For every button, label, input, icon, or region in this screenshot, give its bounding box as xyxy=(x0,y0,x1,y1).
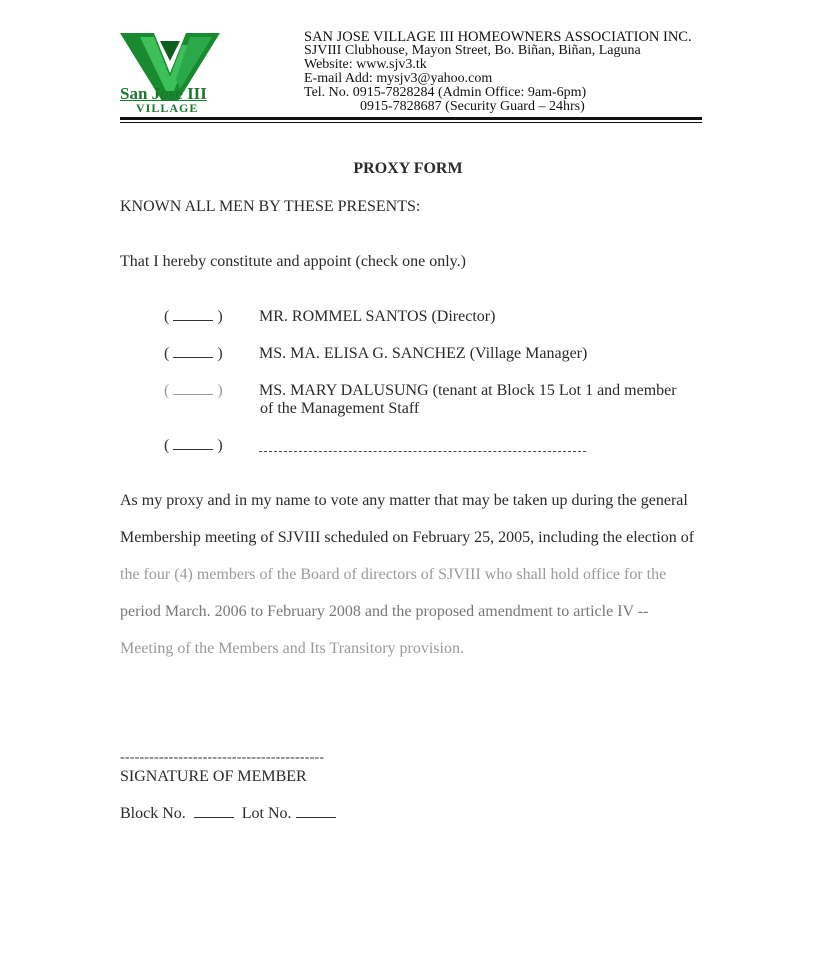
block-label: Block No. xyxy=(120,805,186,822)
organization-email: E-mail Add: mysjv3@yahoo.com xyxy=(304,71,493,86)
proxy-option-3-label: MS. MARY DALUSUNG (tenant at Block 15 Lot 1 and member xyxy=(259,382,677,399)
block-number-field[interactable] xyxy=(194,805,234,818)
proxy-paragraph-line: Meeting of the Members and Its Transitory provision. xyxy=(120,640,464,657)
proxy-option-2-checkbox[interactable]: ( ) xyxy=(164,345,223,362)
form-title: PROXY FORM xyxy=(353,160,463,177)
signature-line[interactable]: ------------------------------------------ xyxy=(120,750,325,765)
proxy-option-3-label-cont: of the Management Staff xyxy=(260,400,420,417)
logo-text-line2: VILLAGE xyxy=(136,101,199,115)
lot-number-field[interactable] xyxy=(296,805,336,818)
proxy-paragraph-line: the four (4) members of the Board of directors of SJVIII who shall hold office for the xyxy=(120,566,667,583)
logo-text-line1: San Jose III xyxy=(120,84,207,103)
organization-telephone: Tel. No. 0915-7828284 (Admin Office: 9am-6pm) xyxy=(304,85,587,100)
proxy-paragraph-line: As my proxy and in my name to vote any matter that may be taken up during the general xyxy=(120,492,688,509)
lot-label: Lot No. xyxy=(241,805,292,822)
header-divider-thin xyxy=(120,122,702,123)
proxy-option-1-checkbox[interactable]: ( ) xyxy=(164,308,223,325)
proxy-paragraph-line: Membership meeting of SJVIII scheduled on February 25, 2005, including the election of xyxy=(120,529,695,546)
signature-label: SIGNATURE OF MEMBER xyxy=(120,768,307,785)
block-lot-row xyxy=(120,805,336,823)
organization-name: SAN JOSE VILLAGE III HOMEOWNERS ASSOCIATION INC. xyxy=(304,29,692,45)
proxy-option-4-name-line[interactable] xyxy=(259,451,586,452)
proxy-option-2-label: MS. MA. ELISA G. SANCHEZ (Village Manager) xyxy=(259,345,588,362)
form-intro: KNOWN ALL MEN BY THESE PRESENTS: xyxy=(120,198,421,215)
proxy-option-4-checkbox[interactable]: ( ) xyxy=(164,437,223,454)
proxy-option-3-checkbox[interactable]: ( ) xyxy=(164,382,223,399)
appoint-instruction: That I hereby constitute and appoint (check one only.) xyxy=(120,253,466,270)
organization-telephone-2: 0915-7828687 (Security Guard – 24hrs) xyxy=(360,99,585,114)
proxy-option-1-label: MR. ROMMEL SANTOS (Director) xyxy=(259,308,496,325)
organization-website: Website: www.sjv3.tk xyxy=(304,57,427,72)
header-divider-thick xyxy=(120,117,702,120)
organization-address: SJVIII Clubhouse, Mayon Street, Bo. Biñan, Biñan, Laguna xyxy=(304,43,641,58)
proxy-paragraph-line: period March. 2006 to February 2008 and the proposed amendment to article IV -- xyxy=(120,603,649,620)
